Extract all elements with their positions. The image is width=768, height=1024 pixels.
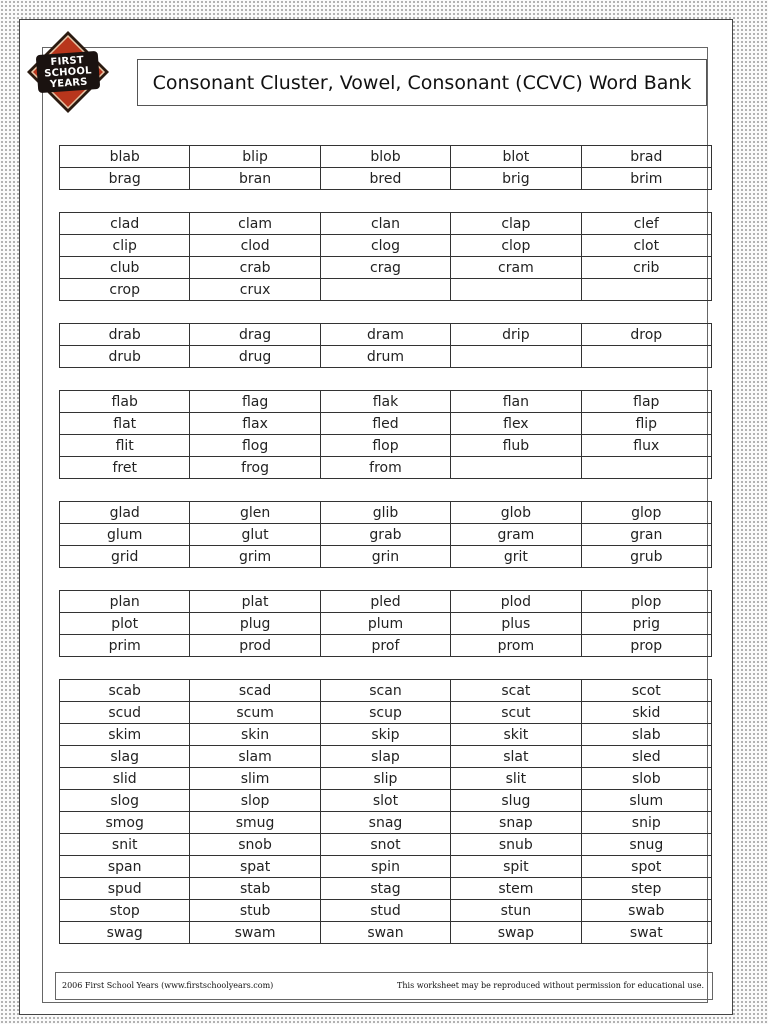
word-cell: plot: [60, 613, 190, 635]
word-cell: swab: [581, 900, 711, 922]
logo-line-2: SCHOOL: [43, 65, 93, 80]
word-cell: brad: [581, 146, 711, 168]
table-row: [60, 257, 712, 279]
word-cell: slop: [190, 790, 320, 812]
word-cell: swan: [320, 922, 450, 944]
word-cell: drop: [581, 324, 711, 346]
word-cell: skip: [320, 724, 450, 746]
table-row: [60, 878, 712, 900]
word-cell: scup: [320, 702, 450, 724]
word-cell: crab: [190, 257, 320, 279]
word-group-table: [59, 501, 712, 568]
word-cell: flab: [60, 391, 190, 413]
word-cell: [320, 279, 450, 301]
page-title: Consonant Cluster, Vowel, Consonant (CCVC) Word Bank: [137, 59, 707, 106]
word-cell: blip: [190, 146, 320, 168]
word-cell: slip: [320, 768, 450, 790]
word-cell: grid: [60, 546, 190, 568]
word-cell: glop: [581, 502, 711, 524]
word-group-table: [59, 590, 712, 657]
table-row: [60, 324, 712, 346]
table-row: [60, 746, 712, 768]
word-cell: flux: [581, 435, 711, 457]
word-cell: prim: [60, 635, 190, 657]
word-cell: step: [581, 878, 711, 900]
word-cell: flat: [60, 413, 190, 435]
table-row: [60, 702, 712, 724]
word-cell: scum: [190, 702, 320, 724]
word-cell: club: [60, 257, 190, 279]
word-cell: smog: [60, 812, 190, 834]
word-cell: plod: [451, 591, 581, 613]
word-cell: slag: [60, 746, 190, 768]
word-cell: grit: [451, 546, 581, 568]
table-row: [60, 346, 712, 368]
word-cell: brag: [60, 168, 190, 190]
word-cell: glad: [60, 502, 190, 524]
word-cell: slot: [320, 790, 450, 812]
word-cell: spat: [190, 856, 320, 878]
table-row: [60, 435, 712, 457]
word-cell: brig: [451, 168, 581, 190]
word-cell: clot: [581, 235, 711, 257]
word-cell: drip: [451, 324, 581, 346]
footer-copyright: 2006 First School Years (www.firstschoolyears.com): [62, 981, 274, 990]
word-cell: [581, 346, 711, 368]
word-cell: snub: [451, 834, 581, 856]
word-cell: skid: [581, 702, 711, 724]
word-cell: flax: [190, 413, 320, 435]
word-cell: stun: [451, 900, 581, 922]
word-cell: plop: [581, 591, 711, 613]
table-row: [60, 922, 712, 944]
word-cell: snug: [581, 834, 711, 856]
word-cell: clap: [451, 213, 581, 235]
word-cell: stem: [451, 878, 581, 900]
word-cell: plan: [60, 591, 190, 613]
word-cell: swat: [581, 922, 711, 944]
table-row: [60, 457, 712, 479]
word-cell: clog: [320, 235, 450, 257]
word-cell: slog: [60, 790, 190, 812]
table-row: [60, 856, 712, 878]
word-cell: slat: [451, 746, 581, 768]
word-cell: drub: [60, 346, 190, 368]
word-cell: plum: [320, 613, 450, 635]
word-cell: slam: [190, 746, 320, 768]
word-cell: prod: [190, 635, 320, 657]
word-cell: scab: [60, 680, 190, 702]
word-cell: scut: [451, 702, 581, 724]
word-cell: crib: [581, 257, 711, 279]
word-cell: drag: [190, 324, 320, 346]
word-cell: flak: [320, 391, 450, 413]
word-cell: skim: [60, 724, 190, 746]
word-cell: plug: [190, 613, 320, 635]
table-row: [60, 213, 712, 235]
table-row: [60, 168, 712, 190]
word-cell: prig: [581, 613, 711, 635]
word-cell: gram: [451, 524, 581, 546]
word-cell: crux: [190, 279, 320, 301]
word-group-table: [59, 323, 712, 368]
word-group-table: [59, 390, 712, 479]
word-cell: brim: [581, 168, 711, 190]
word-cell: clan: [320, 213, 450, 235]
word-cell: flub: [451, 435, 581, 457]
word-cell: snot: [320, 834, 450, 856]
word-cell: slid: [60, 768, 190, 790]
word-cell: skit: [451, 724, 581, 746]
word-cell: crag: [320, 257, 450, 279]
table-row: [60, 146, 712, 168]
table-row: [60, 613, 712, 635]
word-cell: flag: [190, 391, 320, 413]
word-cell: [451, 279, 581, 301]
word-cell: prof: [320, 635, 450, 657]
word-cell: prom: [451, 635, 581, 657]
word-cell: span: [60, 856, 190, 878]
word-cell: grin: [320, 546, 450, 568]
table-row: [60, 502, 712, 524]
word-cell: flog: [190, 435, 320, 457]
word-cell: from: [320, 457, 450, 479]
word-cell: sled: [581, 746, 711, 768]
word-cell: flit: [60, 435, 190, 457]
table-row: [60, 413, 712, 435]
word-cell: [581, 457, 711, 479]
word-cell: scot: [581, 680, 711, 702]
word-cell: flip: [581, 413, 711, 435]
word-cell: fret: [60, 457, 190, 479]
word-cell: cram: [451, 257, 581, 279]
word-cell: gran: [581, 524, 711, 546]
word-cell: scan: [320, 680, 450, 702]
table-row: [60, 524, 712, 546]
word-cell: scad: [190, 680, 320, 702]
table-row: [60, 546, 712, 568]
word-cell: plus: [451, 613, 581, 635]
word-cell: spin: [320, 856, 450, 878]
footer-permission: This worksheet may be reproduced without permission for educational use.: [397, 981, 704, 990]
word-cell: spit: [451, 856, 581, 878]
word-cell: pled: [320, 591, 450, 613]
table-row: [60, 812, 712, 834]
word-cell: smug: [190, 812, 320, 834]
word-cell: spot: [581, 856, 711, 878]
word-cell: slug: [451, 790, 581, 812]
table-row: [60, 768, 712, 790]
word-cell: slap: [320, 746, 450, 768]
word-cell: slum: [581, 790, 711, 812]
logo-line-3: YEARS: [49, 76, 88, 91]
word-cell: [581, 279, 711, 301]
word-cell: glob: [451, 502, 581, 524]
word-cell: slob: [581, 768, 711, 790]
table-row: [60, 790, 712, 812]
word-cell: clod: [190, 235, 320, 257]
word-cell: clef: [581, 213, 711, 235]
word-cell: swam: [190, 922, 320, 944]
word-cell: clop: [451, 235, 581, 257]
word-cell: bred: [320, 168, 450, 190]
word-cell: snip: [581, 812, 711, 834]
table-row: [60, 724, 712, 746]
word-cell: flex: [451, 413, 581, 435]
word-cell: stop: [60, 900, 190, 922]
word-cell: snob: [190, 834, 320, 856]
word-cell: blab: [60, 146, 190, 168]
word-cell: fled: [320, 413, 450, 435]
word-cell: plat: [190, 591, 320, 613]
word-cell: slab: [581, 724, 711, 746]
word-cell: glut: [190, 524, 320, 546]
word-cell: snit: [60, 834, 190, 856]
word-cell: grab: [320, 524, 450, 546]
word-cell: flop: [320, 435, 450, 457]
word-cell: frog: [190, 457, 320, 479]
word-cell: swag: [60, 922, 190, 944]
word-cell: crop: [60, 279, 190, 301]
word-cell: glen: [190, 502, 320, 524]
word-cell: slit: [451, 768, 581, 790]
word-cell: glum: [60, 524, 190, 546]
table-row: [60, 834, 712, 856]
word-cell: stud: [320, 900, 450, 922]
table-row: [60, 235, 712, 257]
word-cell: grub: [581, 546, 711, 568]
word-cell: stag: [320, 878, 450, 900]
word-cell: flan: [451, 391, 581, 413]
word-cell: scud: [60, 702, 190, 724]
word-cell: [451, 457, 581, 479]
word-group-table: [59, 212, 712, 301]
word-cell: grim: [190, 546, 320, 568]
footer: [55, 972, 713, 1000]
worksheet-page: [19, 19, 733, 1015]
word-cell: stab: [190, 878, 320, 900]
table-row: [60, 391, 712, 413]
word-cell: prop: [581, 635, 711, 657]
word-cell: blot: [451, 146, 581, 168]
table-row: [60, 279, 712, 301]
word-cell: clad: [60, 213, 190, 235]
word-cell: skin: [190, 724, 320, 746]
word-cell: bran: [190, 168, 320, 190]
word-cell: snap: [451, 812, 581, 834]
word-group-table: [59, 145, 712, 190]
word-cell: slim: [190, 768, 320, 790]
table-row: [60, 635, 712, 657]
word-cell: spud: [60, 878, 190, 900]
word-bank: [59, 145, 712, 966]
first-school-years-logo: [24, 28, 112, 116]
word-cell: blob: [320, 146, 450, 168]
word-cell: glib: [320, 502, 450, 524]
word-cell: drug: [190, 346, 320, 368]
word-cell: dram: [320, 324, 450, 346]
table-row: [60, 680, 712, 702]
word-cell: clip: [60, 235, 190, 257]
logo-line-1: FIRST: [50, 54, 85, 69]
table-row: [60, 591, 712, 613]
word-cell: snag: [320, 812, 450, 834]
word-cell: swap: [451, 922, 581, 944]
logo-text: [33, 54, 103, 92]
word-cell: drab: [60, 324, 190, 346]
word-cell: drum: [320, 346, 450, 368]
word-cell: flap: [581, 391, 711, 413]
word-cell: clam: [190, 213, 320, 235]
word-group-table: [59, 679, 712, 944]
word-cell: stub: [190, 900, 320, 922]
word-cell: [451, 346, 581, 368]
word-cell: scat: [451, 680, 581, 702]
table-row: [60, 900, 712, 922]
